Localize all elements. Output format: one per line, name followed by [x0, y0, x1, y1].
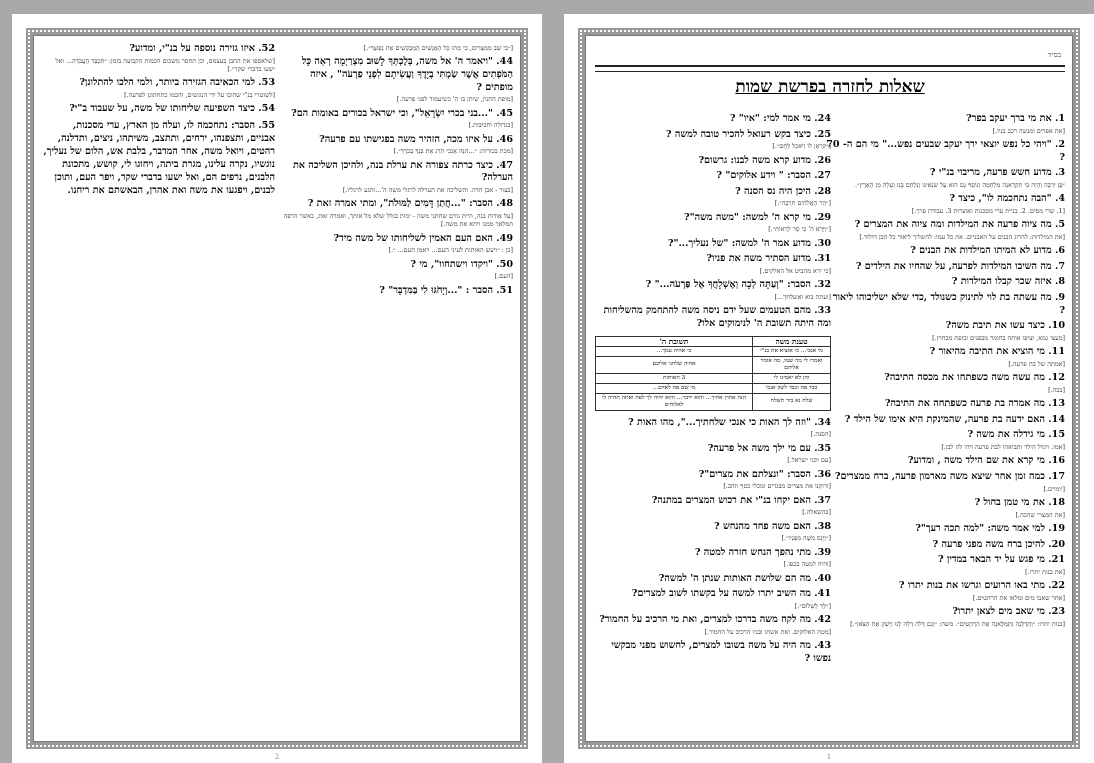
page-1-right-column [825, 113, 1065, 734]
table-cell-claim: והן לא יאמינו לי [753, 373, 831, 383]
answer-text: [בגדולה וחביבות.] [468, 121, 513, 130]
table-cell-answer: כי אהיה עמך... [596, 346, 753, 356]
question-text: 4. "הבה נתחכמה לו", כיצד ? [949, 193, 1065, 205]
spacer [595, 665, 831, 668]
question-text: 9. מה עשתה בת לוי לתינוק כשנולד ,כדי שלא ישליכוהו ליאור ? [832, 291, 1065, 316]
question-text: 18. את מי טמן בחול ? [974, 496, 1065, 508]
question-text: 5. מה ציוה פרעה את המילדות ומה ציוה את המצרים ? [854, 219, 1065, 231]
answer-text: [מכת בכורות: ״...הִנֵּה אָנֹכִי הֹרֵג אֶת בִּנְךָ בְּכֹרֶךָ״.] [393, 147, 513, 156]
table-row [596, 356, 831, 373]
question-text: 45. "...בני בכרי יִשְׂרָאֵל", וכי ישראל בכורים באומות הם? [291, 107, 513, 119]
question-text: 10. כיצד עשו את תיבת משה? [945, 320, 1065, 332]
header-rule-thin [595, 71, 1065, 72]
answer-text: [יומיים.] [1043, 484, 1065, 493]
question-text: 36. הסבר: "ונצלתם את מצרים"? [698, 468, 831, 480]
answer-text: [1. שרי מסים. 2. בניית ערי מסכנות ואוצרות 3. עבודת פרך.] [911, 206, 1065, 215]
question-text: 51. הסבר : "...וְיָחֹגּוּ לִי בַּמִּדְבָּר" ? [379, 284, 513, 296]
question-text: 17. כמה זמן אחר שיצא משה מארמון פרעה, ברח ממצרים? [834, 470, 1065, 482]
table-header-claim: טענת משה [753, 336, 831, 346]
question-text: 37. האם יקחו בנ"י את רכוש המצרים במתנה? [651, 494, 831, 506]
answer-text: [״וַיַּרְא ה' כִּי סָר לִרְאוֹת״.] [768, 225, 831, 234]
question-text: 49. האם העם האמין לשליחותו של משה מיד? [333, 232, 513, 244]
answer-text: [בכה.] [1048, 385, 1065, 394]
page-title: שאלות לחזרה בפרשת שמות [735, 77, 925, 97]
answer-text: [כן : ״ויעש האותות לעיני העם... ויאמן העם... ״.] [388, 246, 513, 255]
question-text: 25. כיצד בקש רעואל להכיר טובה למשה ? [665, 128, 831, 140]
table-cell-answer: מי שם פה לאדם... [596, 383, 753, 393]
page-2-content [43, 43, 513, 734]
question-text: 48. הסבר: "...חֲתַן דָּמִים לַמּוּלֹת", ומתי אמרה זאת ? [307, 198, 513, 210]
answer-text: [שלאספו את התבן בעצמם, וכן תחסר משכום הכמות הקבועה בזמן: ״תִּכְבַּד הָעֲבֹדָה... ואל ישעו בדברי שקר״.] [55, 56, 275, 73]
header-bsd: בס״ד [1047, 51, 1061, 59]
answer-text: [מטה האלוקים. ואת אשתו ובניו הרכיב על החמור.] [704, 627, 831, 636]
spacer [281, 297, 513, 300]
question-text: 43. מה היה על משה בשובו למצרים, לחשוש מפני מבקשי נפשו ? [611, 640, 831, 664]
answer-text: [לשוטרי בנ"י שהוכו על ידי הנוגשים, והכמו כתחתונן לפרעה.] [124, 91, 275, 99]
page-1-left-column [595, 113, 831, 734]
table-row [596, 346, 831, 356]
header-rule-thick [595, 65, 1065, 67]
page-2-border [26, 28, 528, 749]
page-2-right-column [281, 43, 513, 734]
page-2 [12, 14, 542, 763]
question-text: 40. מה הם שלושת האותות שנתן ה' למשה? [658, 572, 831, 584]
table-row [596, 383, 831, 393]
table-header-row [596, 336, 831, 346]
question-text: 34. "וזה לך האות כי אנכי שלחתיך...", מהו האות ? [628, 416, 831, 428]
answer-text: [״לֵךְ לְשָׁלוֹם״.] [794, 601, 831, 610]
question-text: 32. הסבר: "וְעַתָּה לְכָה וְאֶשְׁלָחֲךָ אֶל פַּרְעֹה..." ? [645, 279, 831, 291]
question-text: 35. עם מי ילך משה אל פרעה? [707, 442, 831, 454]
question-text: 15. מי גידלה את משה ? [967, 429, 1065, 441]
question-text: 8. איזה שכר קבלו המילדות ? [951, 276, 1065, 288]
answer-text: [״הַר הָאֱלֹהִים חֹרֵבָה״.] [774, 199, 831, 208]
question-text: 21. מי פגש על יד הבאר במדין ? [937, 554, 1065, 566]
answer-text: [את המילדות: להרוג הבנים על האבניים. את כל עמו: להשליך ליאור כל הבן הילוד.] [859, 232, 1065, 241]
answer-text: [אמתה של בת פרעה.] [1008, 359, 1065, 368]
question-text: 52. איזו גזירה נוספה על בנ"י, ומדוע? [129, 43, 275, 54]
page-1-content [595, 43, 1065, 734]
question-text: 46. על איזו מכה, הזהיר משה בפגישתו עם פרעה? [319, 133, 513, 145]
question-text: 14. האם ידעה בת פרעה, שהמינקת היא אימו של הילד ? [844, 413, 1065, 425]
question-text: 50. "ויקדו וישתחוו", מי ? [410, 258, 513, 270]
answer-text: [את בנות יתרו.] [1025, 567, 1065, 576]
page-number: 1 [826, 753, 832, 761]
question-text: 39. מתי נהפך הנחש חזרה למטה ? [694, 546, 831, 558]
question-text: 54. כיצד השפיעה שליחותו של משה, על שעבוד ב"י? [69, 103, 275, 115]
question-text: 16. מי קרא את שם הילד משה , ומדוע? [907, 455, 1065, 467]
question-text: 12. מה עשה משה כשפתחו את מכסה התיבה? [884, 372, 1065, 384]
table-cell-answer: 3 האותות [596, 373, 753, 383]
question-text: 27. הסבר: " וידע אלוקים" ? [716, 170, 831, 182]
table-cell-answer: הנה אהרן אחיך... והוא ידבר... והוא יהיה לך לפה ואתה תהיה לו לאלוהים [596, 393, 753, 410]
table-header-answer: תשובת ה' [596, 336, 753, 346]
question-text: 2. "ויהי כל נפש יוצאי ירך יעקב שבעים נפש..." מי הם ה- 70 ? [826, 139, 1065, 163]
question-text: 23. מי שאב מים לצאן יתרו? [952, 606, 1065, 618]
page-2-left-column [43, 43, 275, 734]
spacer [595, 331, 831, 334]
question-text: 13. מה אמרה בת פרעה כשפתחה את התיבה? [884, 398, 1065, 410]
answer-text: [את המצרי שהכה.] [1015, 510, 1065, 519]
question-text: 33. מהם הטעמים שעל ידם ניסה משה להתחמק מהשליחות ומה היתה תשובת ה' לנימוקים אלו? [603, 305, 831, 329]
question-text: 53. למי הכאיבה הגזירה ביותר, ולמי הלכו להתלונן? [79, 77, 275, 89]
question-text: 38. האם משה פחד מהנחש ? [714, 520, 831, 532]
answer-text: [בצור - אבן חדה. והשליכה את הערלה לרגלי משה ה'...ותגע לרגליו.] [342, 185, 513, 194]
table-cell-claim: מי אנכי... כי אוציא את בנ"י [753, 346, 831, 356]
answer-text: [מעצי גמא, וציפו אותה בחומר מבפנים ובזפת מבחוץ.] [932, 333, 1065, 342]
question-text: 28. היכן היה נס הסנה ? [735, 185, 831, 197]
question-text: 6. מדוע לא המיתו המילדות את הבנים ? [910, 245, 1065, 257]
question-55-explanation: 55. הסבר: נתחכמה לו, ועלה מן הארץ, ערי מסכנות, אבניים, ותצפנהו, ירחים, ותתצב, משיתהו, ניצים, ותדלנה, רהטים, ויואל משה, אחר המדבר, בלבת אש, הלום של נעליך, נוגשיו, נקרה עלינו, מגרת ביתה, ויחוגו לי, קושש, מתכונת הלבנים, נרפים הם, ואל ישעו בדברי שקר, ויפר העם, ותוכן לבנים, ויפגעו את משה ואת אהרן, הבאשתם את ריחנו. [43, 120, 275, 196]
question-text: 42. מה לקח משה בדרכו למצרים, ואת מי הרכיב על החמור? [599, 614, 831, 626]
answer-text: [אחר שאבו מים ומלאו את הרהטים.] [972, 593, 1065, 602]
question-text: 26. מדוע קרא משה לבנו: גרשום? [698, 154, 831, 166]
table-cell-claim: שלח נא ביד תשלח [753, 393, 831, 410]
question-text: 19. למי אמר משה: "למה תכה רעך"? [915, 522, 1065, 534]
answer-text: [מופת התנין, שיתן בו ה' כשיעמוד לפני פרעה.] [396, 95, 513, 104]
answer-text: [״כִּי שָׁב מִמִּצְרַיִם, כִּי מֵתוּ כָּל הָאֲנָשִׁים הַמְבַקְשִׁים אֶת נַפְשֶׁךָ״.] [363, 44, 513, 52]
answer-text: [ועתה בוא ואשלחך...] [774, 292, 831, 301]
question-text: 41. מה השיב יתרו למשה על בקשתו לשוב למצרים? [631, 588, 831, 600]
table-cell-claim: ואמרו לי מה שמו, מה אומר אליהם [753, 356, 831, 373]
question-text: 11. מי הוציא את התיבה מהיאור ? [929, 346, 1065, 358]
question-text: 47. כיצד כרתה צפורה את ערלת בנה, ולהיכן השליכה את הערלה? [292, 159, 513, 184]
answer-text: [את אפרים ומנשה רכב בניו.] [992, 126, 1065, 135]
table-cell-answer: אהיה שלחני אליכם [596, 356, 753, 373]
page-1-border [578, 28, 1080, 749]
answer-text: [בנות יתרו: ״וַתִּדְלֶנָה וַתְּמַלֶּאנָה אֶת הָרְהָטִים״. משה: ״וְגַם דָּלֹה דָלָה לָנוּ וַיַּשְׁקְ אֶת הַצֹּאן״.] [850, 619, 1065, 628]
answer-text: [העם.] [494, 272, 513, 281]
answer-text: [והיה למטה בכפו.] [783, 560, 831, 569]
question-text: 31. מדוע הסתיר משה את פניו? [706, 253, 831, 265]
answer-text: [על אודות בנה, היית גורם שחתני משה - ימות בגלל שלא מל אותך, ואמרה זאת, כאשר הרפה המלאך ממנו ויחא את משה.] [283, 211, 513, 229]
answer-text: [עם זקני ישראל.] [787, 456, 831, 465]
answer-text: [הסנה.] [810, 430, 831, 439]
answer-text: [בהשאלה.] [802, 508, 831, 517]
page-number: 2 [274, 753, 280, 761]
answer-text: [אמו. ויגדל הילד ותביאהו לבת פרעה ויהי לה לבן.] [941, 442, 1065, 451]
question-text: 44. "ויאמר ה' אל משה, בְּלֶכְתְּךָ לָשׁוּב מִצְרַיְמָה רְאֵה כָּל הַמֹּפְתִים אֲשֶׁר שַׂמְתִּי בְיָדֶךָ וַעֲשִׂיתָם לִפְנֵי פַרְעֹה" , איזה מופתים ? [301, 56, 513, 93]
answer-text: ״פֶּן יִרְבֶּה וְהָיָה כִּי תִקְרֶאנָה מִלְחָמָה וְנוֹסַף גַּם הוּא עַל שֹׂנְאֵינוּ וְנִלְחַם בָּנוּ וְעָלָה מִן הָאָרֶץ״. [855, 180, 1065, 189]
question-text: 24. מי אמר למי: "איו" ? [729, 113, 831, 124]
table-cell-claim: כבד פה וכבד לשון אנכי [753, 383, 831, 393]
question-text: 1. את מי ברך יעקב בפר? [966, 113, 1065, 124]
answer-text: [״וַיָּנָס מֹשֶׁה מִפָּנָיו״.] [781, 534, 831, 543]
moshe-arguments-table [595, 336, 831, 411]
question-text: 3. מדוע חשש פרעה, מריבוי בנ"י ? [929, 167, 1065, 179]
answer-text: [״קִרְאֶן לוֹ וְיֹאכַל לָחֶם״.] [772, 142, 831, 151]
table-row [596, 393, 831, 410]
question-text: 7. מה השיבו המילדות לפרעה, על שהחיו את הילדים ? [855, 260, 1065, 272]
question-text: 30. מדוע אמר ה' למשה: "של נעליך..."? [667, 237, 831, 249]
question-text: 29. מי קרא ה' למשה: "משה משה"? [683, 211, 831, 223]
table-row [596, 373, 831, 383]
answer-text: [כי ירא מהביט אל האלקים.] [759, 266, 831, 275]
answer-text: [ורוקנו את מצרים מבגדים ומכלי כסף וזהב.] [723, 482, 831, 491]
question-text: 20. להיכן ברח משה מפני פרעה ? [932, 538, 1065, 550]
page-1 [564, 14, 1094, 763]
question-text: 22. מתי באו הרועים וגרשו את בנות יתרו ? [898, 580, 1065, 592]
